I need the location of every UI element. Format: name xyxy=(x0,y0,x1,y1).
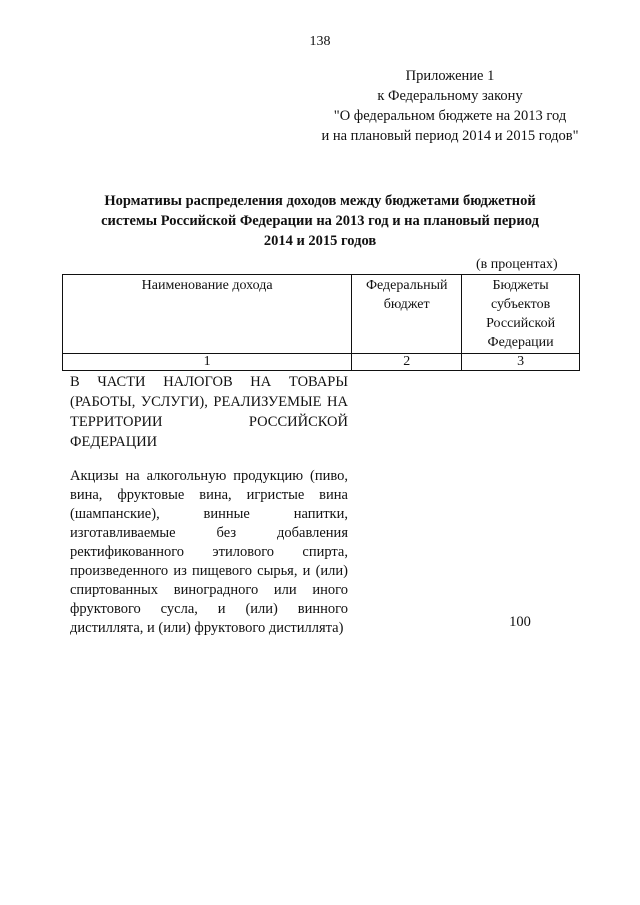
appendix-line: Приложение 1 xyxy=(405,68,495,84)
appendix-line: и на плановый период 2014 и 2015 годов" xyxy=(321,128,579,144)
header-row xyxy=(63,275,580,354)
section-heading: В ЧАСТИ НАЛОГОВ НА ТОВАРЫ (РАБОТЫ, УСЛУГИ), РЕАЛИЗУЕМЫЕ НА ТЕРРИТОРИИ РОССИЙСКОЙ ФЕДЕРАЦИИ xyxy=(70,374,348,450)
document-title xyxy=(60,191,580,251)
appendix-line: к Федеральному закону xyxy=(377,88,523,104)
title-line: системы Российской Федерации на 2013 год и на плановый период xyxy=(101,213,539,229)
header-label: Федеральный xyxy=(365,278,448,293)
header-label: Федерации xyxy=(487,335,554,350)
unit-note: (в процентах) xyxy=(476,257,558,272)
header-label: Наименование дохода xyxy=(141,278,273,293)
header-regional-budgets xyxy=(462,275,580,354)
header-income-name xyxy=(63,275,352,354)
column-number: 2 xyxy=(352,354,462,371)
header-label: Российской xyxy=(486,316,556,331)
page-number: 138 xyxy=(309,34,331,49)
column-number-row xyxy=(63,354,580,371)
title-line: Нормативы распределения доходов между бюджетами бюджетной xyxy=(104,193,536,209)
header-federal-budget xyxy=(352,275,462,354)
income-item-regional-share: 100 xyxy=(509,614,531,630)
column-number: 3 xyxy=(462,354,580,371)
appendix-line: "О федеральном бюджете на 2013 год xyxy=(333,108,567,124)
column-number: 1 xyxy=(63,354,352,371)
income-item-name: Акцизы на алкогольную продукцию (пиво, вина, фруктовые вина, игристые вина (шампанские), винные напитки, изготавливаемые без добавления ректификованного этилового спирта, произведенного из пищевого сырья, и (или) спиртованных виноградного или иного фруктового сусла, и (или) винного дистиллята, и (или) фруктового дистиллята) xyxy=(70,468,348,636)
header-label: субъектов xyxy=(490,297,551,312)
appendix-reference xyxy=(300,66,600,146)
title-line: 2014 и 2015 годов xyxy=(263,233,377,249)
header-label: бюджет xyxy=(383,297,430,312)
header-label: Бюджеты xyxy=(492,278,549,293)
table-header xyxy=(62,274,580,371)
